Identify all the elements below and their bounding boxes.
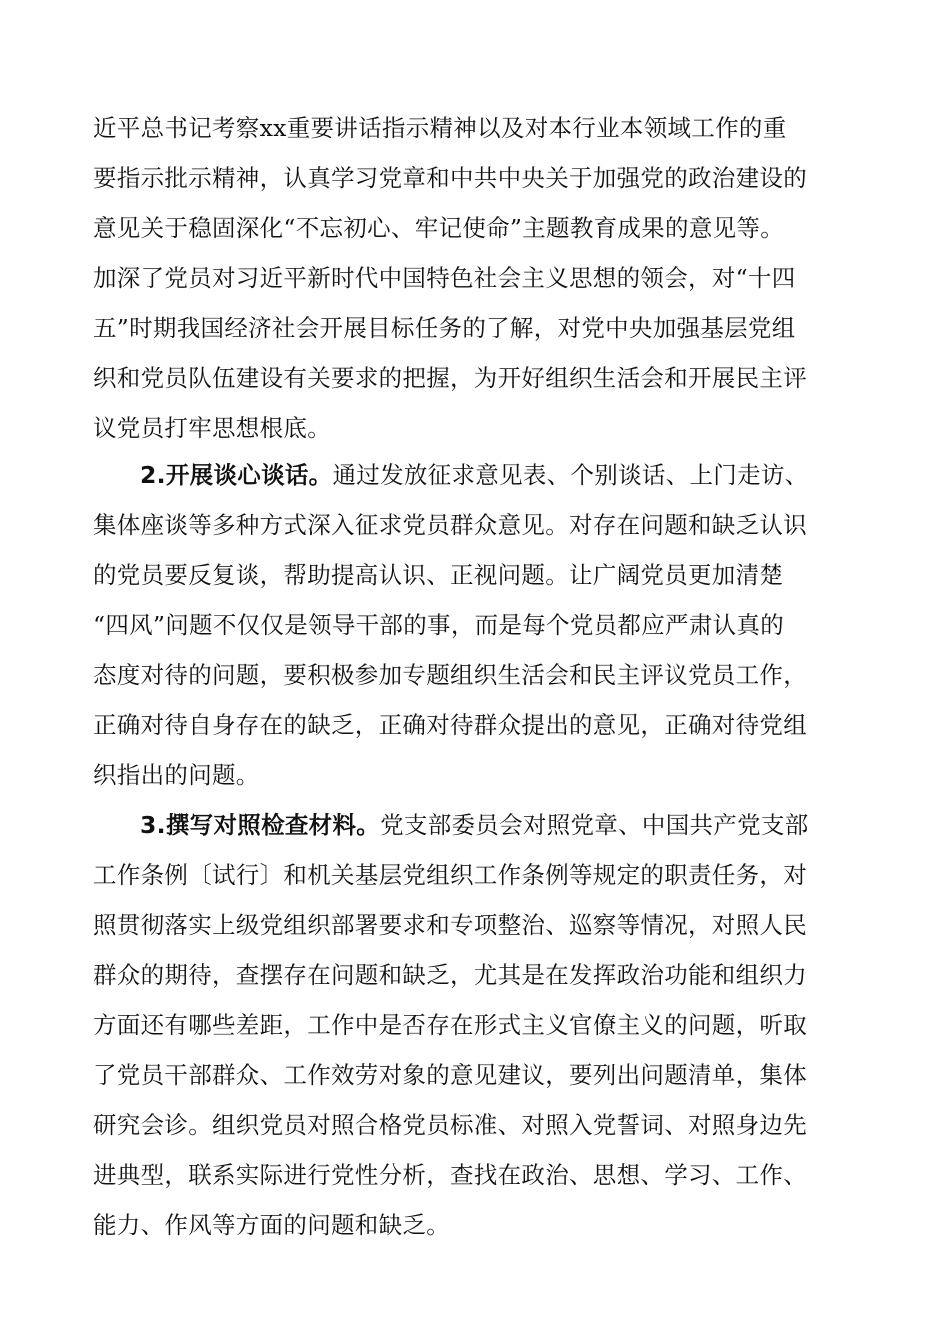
paragraph-2: [93, 450, 883, 800]
paragraph-3-first-line: [93, 800, 883, 850]
paragraph-1-line: 近平总书记考察xx重要讲话指示精神以及对本行业本领域工作的重: [93, 114, 787, 142]
paragraph-2-line: 态度对待的问题，要积极参加专题组织生活会和民主评议党员工作，: [93, 661, 807, 689]
paragraph-1: [93, 103, 883, 453]
paragraph-2-line: 集体座谈等多种方式深入征求党员群众意见。对存在问题和缺乏认识: [93, 511, 807, 539]
paragraph-3-line: 方面还有哪些差距，工作中是否存在形式主义官僚主义的问题，听取: [93, 1011, 807, 1039]
paragraph-2-line: 正确对待自身存在的缺乏，正确对待群众提出的意见，正确对待党组: [93, 711, 807, 739]
paragraph-3-line: 群众的期待，查摆存在问题和缺乏，尤其是在发挥政治功能和组织力: [93, 961, 807, 989]
paragraph-2-line: 织指出的问题。: [93, 761, 260, 789]
paragraph-1-line: 要指示批示精神，认真学习党章和中共中央关于加强党的政治建设的: [93, 164, 807, 192]
section-heading: 2.开展谈心谈话。: [140, 461, 333, 489]
paragraph-3-line: 进典型，联系实际进行党性分析，查找在政治、思想、学习、工作、: [93, 1161, 807, 1189]
paragraph-2-line: 的党员要反复谈，帮助提高认识、正视问题。让广阔党员更加清楚: [93, 561, 784, 589]
paragraph-3: [93, 800, 883, 1250]
paragraph-2-first-line: [93, 450, 883, 500]
paragraph-1-line: 意见关于稳固深化“不忘初心、牢记使命”主题教育成果的意见等。: [93, 214, 785, 242]
paragraph-3-line: 能力、作风等方面的问题和缺乏。: [93, 1211, 450, 1239]
section-heading: 3.撰写对照检查材料。: [140, 811, 381, 839]
paragraph-3-line: 照贯彻落实上级党组织部署要求和专项整治、巡察等情况，对照人民: [93, 911, 807, 939]
paragraph-1-line: 议党员打牢思想根底。: [93, 414, 331, 442]
paragraph-2-first-line-text: 通过发放征求意见表、个别谈话、上门走访、: [332, 461, 809, 489]
paragraph-1-line: 织和党员队伍建设有关要求的把握，为开好组织生活会和开展民主评: [93, 364, 807, 392]
paragraph-1-line: 五”时期我国经济社会开展目标任务的了解，对党中央加强基层党组: [93, 314, 796, 342]
paragraph-2-line: “四风”问题不仅仅是领导干部的事，而是每个党员都应严肃认真的: [93, 611, 785, 639]
paragraph-3-line: 了党员干部群众、工作效劳对象的意见建议，要列出问题清单，集体: [93, 1061, 807, 1089]
paragraph-1-line: 加深了党员对习近平新时代中国特色社会主义思想的领会，对“十四: [93, 264, 796, 292]
paragraph-3-first-line-text: 党支部委员会对照党章、中国共产党支部: [380, 811, 809, 839]
paragraph-3-line: 研究会诊。组织党员对照合格党员标准、对照入党誓词、对照身边先: [93, 1111, 807, 1139]
paragraph-3-line: 工作条例〔试行〕和机关基层党组织工作条例等规定的职责任务，对: [93, 861, 807, 889]
